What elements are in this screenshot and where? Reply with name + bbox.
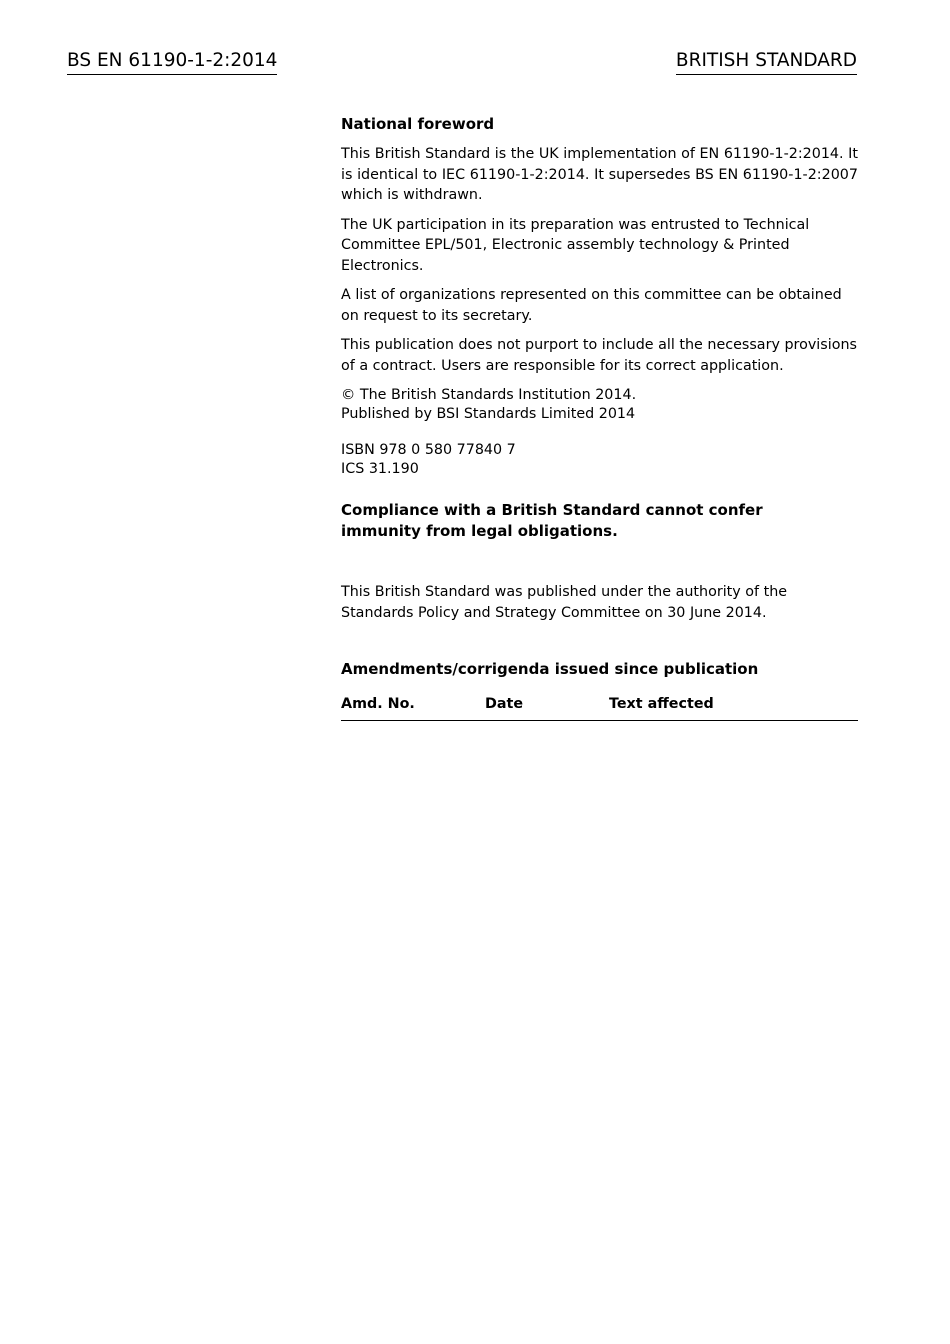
standard-type-label: BRITISH STANDARD: [676, 50, 857, 75]
column-header-date: Date: [485, 696, 524, 712]
publisher-line: Published by BSI Standards Limited 2014: [341, 406, 636, 422]
national-foreword: [341, 114, 858, 721]
column-header-text-affected: Text affected: [609, 696, 714, 712]
identifier-block: [341, 441, 858, 479]
compliance-statement: Compliance with a British Standard cannot confer immunity from legal obligations.: [341, 501, 763, 540]
document-number: BS EN 61190-1-2:2014: [67, 50, 277, 75]
isbn-line: ISBN 978 0 580 77840 7: [341, 442, 516, 458]
amendments-table-header: [341, 694, 858, 721]
provisions-paragraph: This publication does not purport to include all the necessary provisions of a contract. Users are responsible for its correct application.: [341, 337, 857, 374]
authority-statement: This British Standard was published under the authority of the Standards Policy and Strategy Committee on 30 June 2014.: [341, 584, 788, 621]
column-header-amd-no: Amd. No.: [341, 696, 415, 712]
committee-paragraph: The UK participation in its preparation was entrusted to Technical Committee EPL/501, Electronic assembly technology & Printed Electronics.: [341, 216, 810, 274]
implementation-paragraph: This British Standard is the UK implementation of EN 61190-1-2:2014. It is identical to IEC 61190-1-2:2014. It supersedes BS EN 61190-1-2:2007 which is withdrawn.: [341, 146, 858, 203]
foreword-title: National foreword: [341, 115, 495, 133]
amendments-title: Amendments/corrigenda issued since publication: [341, 660, 759, 678]
copyright-line: © The British Standards Institution 2014.: [341, 387, 637, 403]
ics-line: ICS 31.190: [341, 461, 419, 477]
organizations-paragraph: A list of organizations represented on this committee can be obtained on request to its secretary.: [341, 287, 842, 324]
copyright-block: [341, 386, 858, 424]
